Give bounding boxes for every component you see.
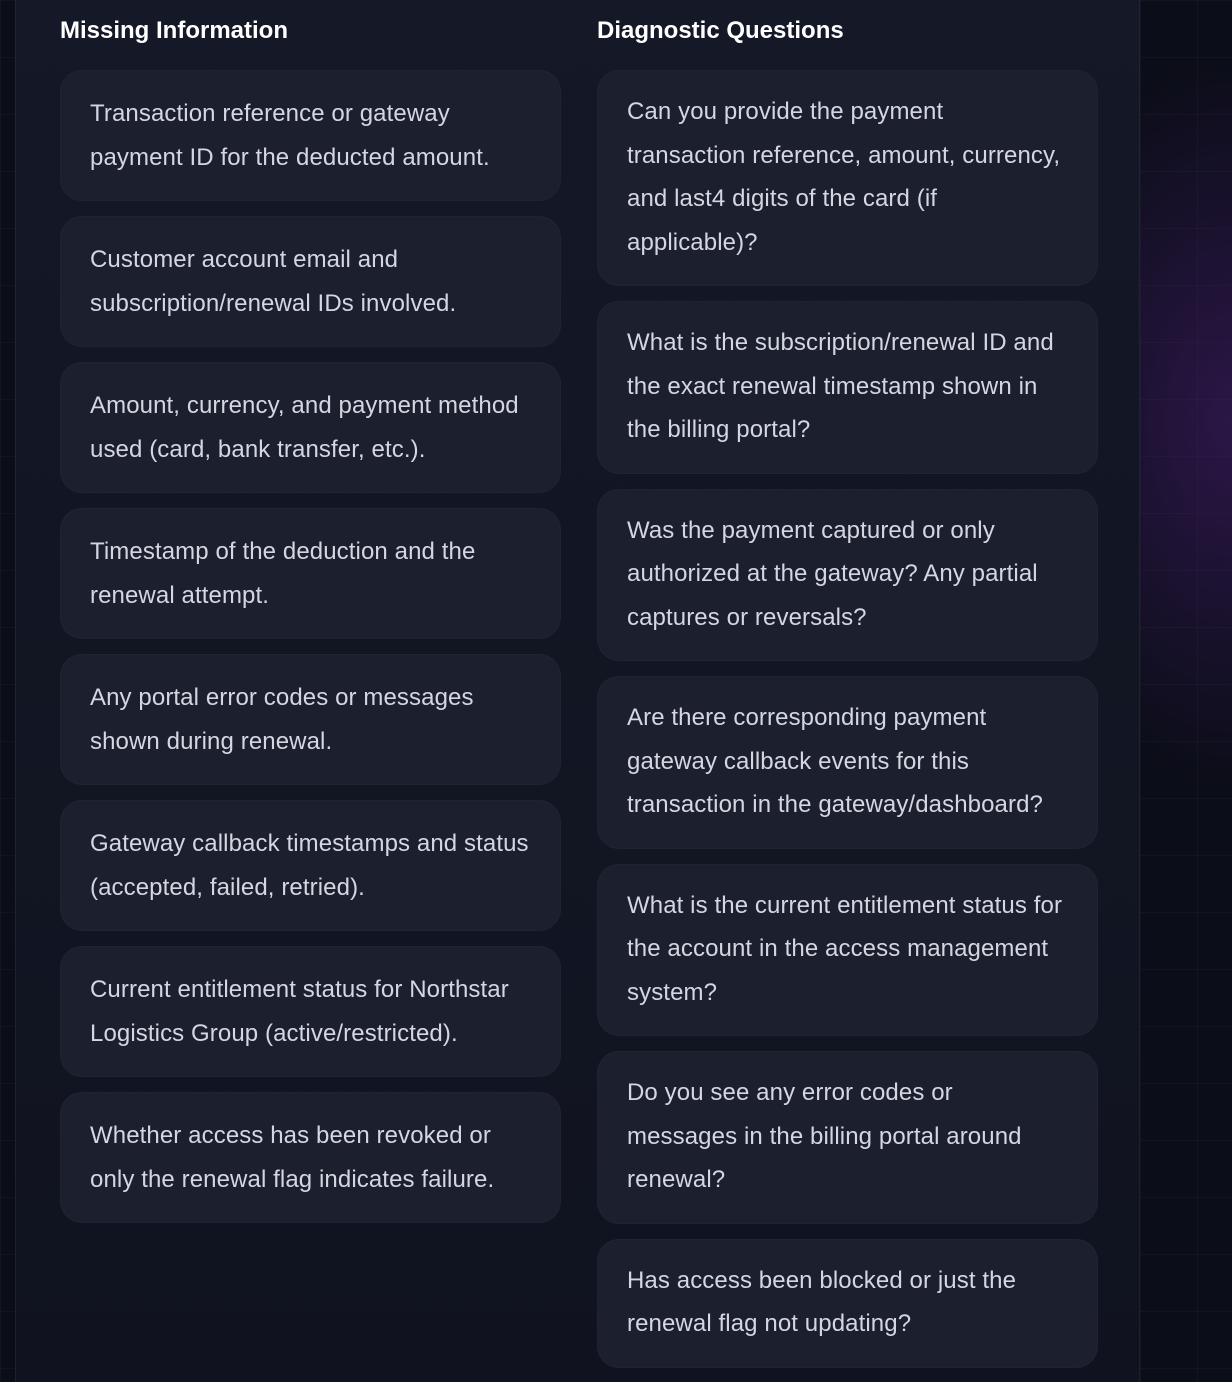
diagnostic-questions-heading: Diagnostic Questions <box>597 17 844 44</box>
diagnostic-questions-list <box>597 70 1098 1368</box>
missing-information-card: Gateway callback timestamps and status (accepted, failed, retried). <box>60 800 561 931</box>
missing-information-list <box>60 70 561 1223</box>
missing-information-card: Whether access has been revoked or only the renewal flag indicates failure. <box>60 1092 561 1223</box>
missing-information-heading: Missing Information <box>60 17 288 44</box>
missing-information-card: Timestamp of the deduction and the renewal attempt. <box>60 508 561 639</box>
missing-information-card: Amount, currency, and payment method used (card, bank transfer, etc.). <box>60 362 561 493</box>
diagnostic-question-card: Can you provide the payment transaction reference, amount, currency, and last4 digits of the card (if applicable)? <box>597 70 1098 286</box>
missing-information-card: Customer account email and subscription/renewal IDs involved. <box>60 216 561 347</box>
diagnostic-question-card: What is the current entitlement status for the account in the access management system? <box>597 864 1098 1037</box>
diagnostic-question-card: What is the subscription/renewal ID and the exact renewal timestamp shown in the billing portal? <box>597 301 1098 474</box>
diagnostic-question-card: Was the payment captured or only authorized at the gateway? Any partial captures or reversals? <box>597 489 1098 662</box>
missing-information-card: Transaction reference or gateway payment ID for the deducted amount. <box>60 70 561 201</box>
diagnostic-question-card: Do you see any error codes or messages in the billing portal around renewal? <box>597 1051 1098 1224</box>
missing-information-card: Current entitlement status for Northstar Logistics Group (active/restricted). <box>60 946 561 1077</box>
diagnostic-question-card: Are there corresponding payment gateway callback events for this transaction in the gateway/dashboard? <box>597 676 1098 849</box>
analysis-panel <box>15 0 1140 1382</box>
diagnostic-question-card: Has access been blocked or just the renewal flag not updating? <box>597 1239 1098 1368</box>
missing-information-card: Any portal error codes or messages shown during renewal. <box>60 654 561 785</box>
